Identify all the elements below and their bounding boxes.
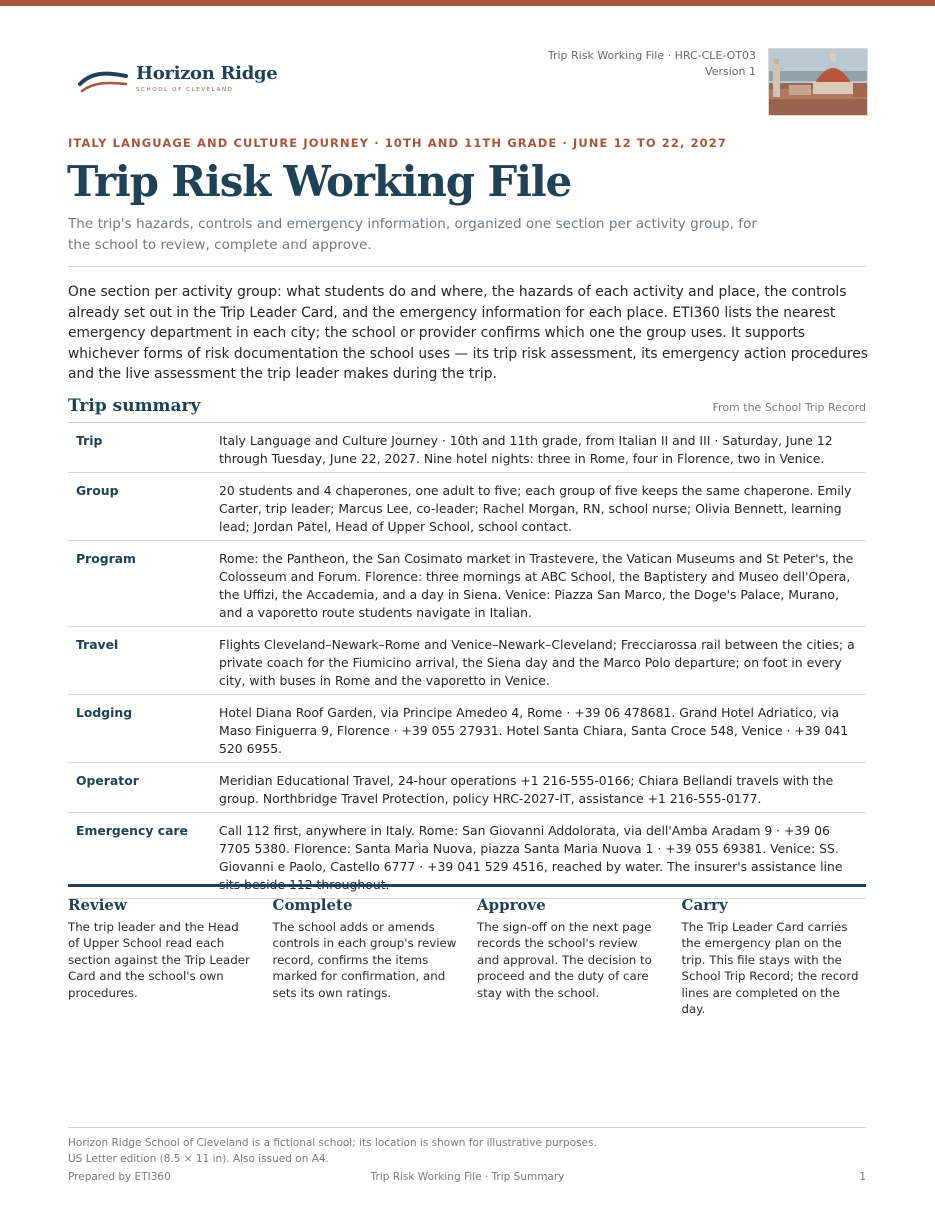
logo-swoosh-icon [78,60,128,96]
row-text: Italy Language and Culture Journey · 10th and 11th grade, from Italian II and III · Saturday, June 12 through Tuesday, June 22, 2027. Nine hotel nights: three in Rome, four in Florence, two in Venice. [219,433,833,466]
footer-note-edition: US Letter edition (8.5 × 11 in). Also issued on A4. [68,1153,329,1165]
step-complete [273,896,458,1017]
step-title: Review [68,896,127,914]
florence-cathedral-photo [768,48,868,116]
summary-row-travel [68,627,866,695]
step-carry [682,896,867,1017]
document-reference [548,48,756,80]
row-text: Call 112 first, anywhere in Italy. Rome: San Giovanni Addolorata, via dell'Amba Aradam 9 · +39 06 7705 5380. Florence: Santa Maria Nuova, piazza Santa Maria Nuova 1 · +39 055 69381. Venice: SS. Giovanni e Paolo, Castello 6777 · +39 041 529 4516, reached by water. The insurer's assistance line [219,823,843,874]
row-label: Lodging [76,705,133,720]
footer-notes [68,1135,597,1167]
step-title: Approve [477,896,546,914]
page-title: Trip Risk Working File [67,157,572,206]
row-label: Operator [76,773,139,788]
step-title: Complete [272,896,353,914]
document-version: Version 1 [705,65,756,78]
footer-note-fictional: Horizon Ridge School of Cleveland is a fictional school; its location is shown for illustrative purposes. [68,1137,597,1149]
trip-summary-source: From the School Trip Record [712,401,866,414]
step-text: The trip leader and the Head of Upper School read each section against the Trip Leader Card and the school's own procedures. [68,920,250,1000]
row-text: Meridian Educational Travel, 24-hour operations +1 216-555-0166; Chiara Bellandi travels with the group. Northbridge Travel Protection, policy HRC-2027-IT, assistance +1 216-555-0177. [219,773,834,806]
page-number: 1 [859,1171,866,1183]
cityscape-image [769,49,867,115]
row-label: Group [76,483,119,498]
divider [68,266,866,267]
summary-row-lodging [68,695,866,763]
process-steps [68,896,866,1017]
footer-section-name: Trip Risk Working File · Trip Summary [370,1171,565,1183]
page-subtitle: The trip's hazards, controls and emergency information, organized one section per activity group, for the school to review, complete and approve. [68,216,757,253]
step-text: The Trip Leader Card carries the emergency plan on the trip. This file stays with the School Trip Record; the record lines are completed on the day. [681,920,859,1017]
logo-name: Horizon Ridge [136,62,278,84]
step-text: The sign-off on the next page records the school's review and approval. The decision to proceed and the duty of care stay with the school. [477,920,652,1000]
intro-paragraph: One section per activity group: what students do and where, the hazards of each activity and place, the controls already set out in the Trip Leader Card, and the emergency information for each place. ETI360 lists the nearest emergency department in each city; the school or provider confirms which one the group uses. It supports whichever forms of risk documentation the school uses — its trip risk assessment, its emergency action procedures and the live assessment the trip leader makes during the trip. [68,284,868,382]
top-accent-bar [0,0,935,6]
row-text: Flights Cleveland–Newark–Rome and Venice–Newark–Cleveland; Frecciarossa rail between the cities; a private coach for the Fiumicino arrival, the Siena day and the Marco Polo departure; on foot in every city, with buses in Rome and the vaporetto in Venice. [219,637,855,688]
footer-prepared-by: Prepared by ETI360 [68,1171,171,1183]
row-label: Program [76,551,136,566]
step-review [68,896,253,1017]
trip-summary-header [68,396,866,423]
section-divider [68,884,866,887]
step-title: Carry [681,896,728,914]
step-text: The school adds or amends controls in each group's review record, confirms the items marked for confirmation, and sets its own ratings. [272,920,457,1000]
row-label: Trip [76,433,103,448]
row-text: 20 students and 4 chaperones, one adult to five; each group of five keeps the same chaperone. Emily Carter, trip leader; Marcus Lee, co-leader; Rachel Morgan, RN, school nurse; Olivia Bennett, learning lead; Jordan Patel, Head of Upper School, school contact. [219,483,852,534]
document-code: Trip Risk Working File · HRC-CLE-OT03 [547,49,756,62]
trip-summary-table [68,423,866,899]
row-label: Emergency care [76,823,188,838]
row-text: Hotel Diana Roof Garden, via Principe Amedeo 4, Rome · +39 06 478681. Grand Hotel Adriatico, via Maso Finiguerra 9, Florence · +39 055 27931. Hotel Santa Chiara, Santa Croce 548, Venice · +39 041 520 6955. [219,705,849,756]
summary-row-trip [68,423,866,473]
step-approve [477,896,662,1017]
summary-row-operator [68,763,866,813]
trip-eyebrow: ITALY LANGUAGE AND CULTURE JOURNEY · 10TH AND 11TH GRADE · JUNE 12 TO 22, 2027 [68,136,727,150]
row-label: Travel [76,637,119,652]
row-text: Rome: the Pantheon, the San Cosimato market in Trastevere, the Vatican Museums and St Peter's, the Colosseum and Forum. Florence: three mornings at ABC School, the Baptistery and Museo dell'Opera, the Uffizi, the Accademia, and a day in Siena. Venice: Piazza San Marco, the Doge's Palace, Murano, and a vaporetto route students navigate in Italian. [219,551,854,620]
logo-subtitle: SCHOOL OF CLEVELAND [136,86,234,93]
footer-divider [68,1127,866,1128]
summary-row-program [68,541,866,627]
school-logo [78,60,277,96]
summary-row-group [68,473,866,541]
trip-summary-title: Trip summary [68,396,201,416]
